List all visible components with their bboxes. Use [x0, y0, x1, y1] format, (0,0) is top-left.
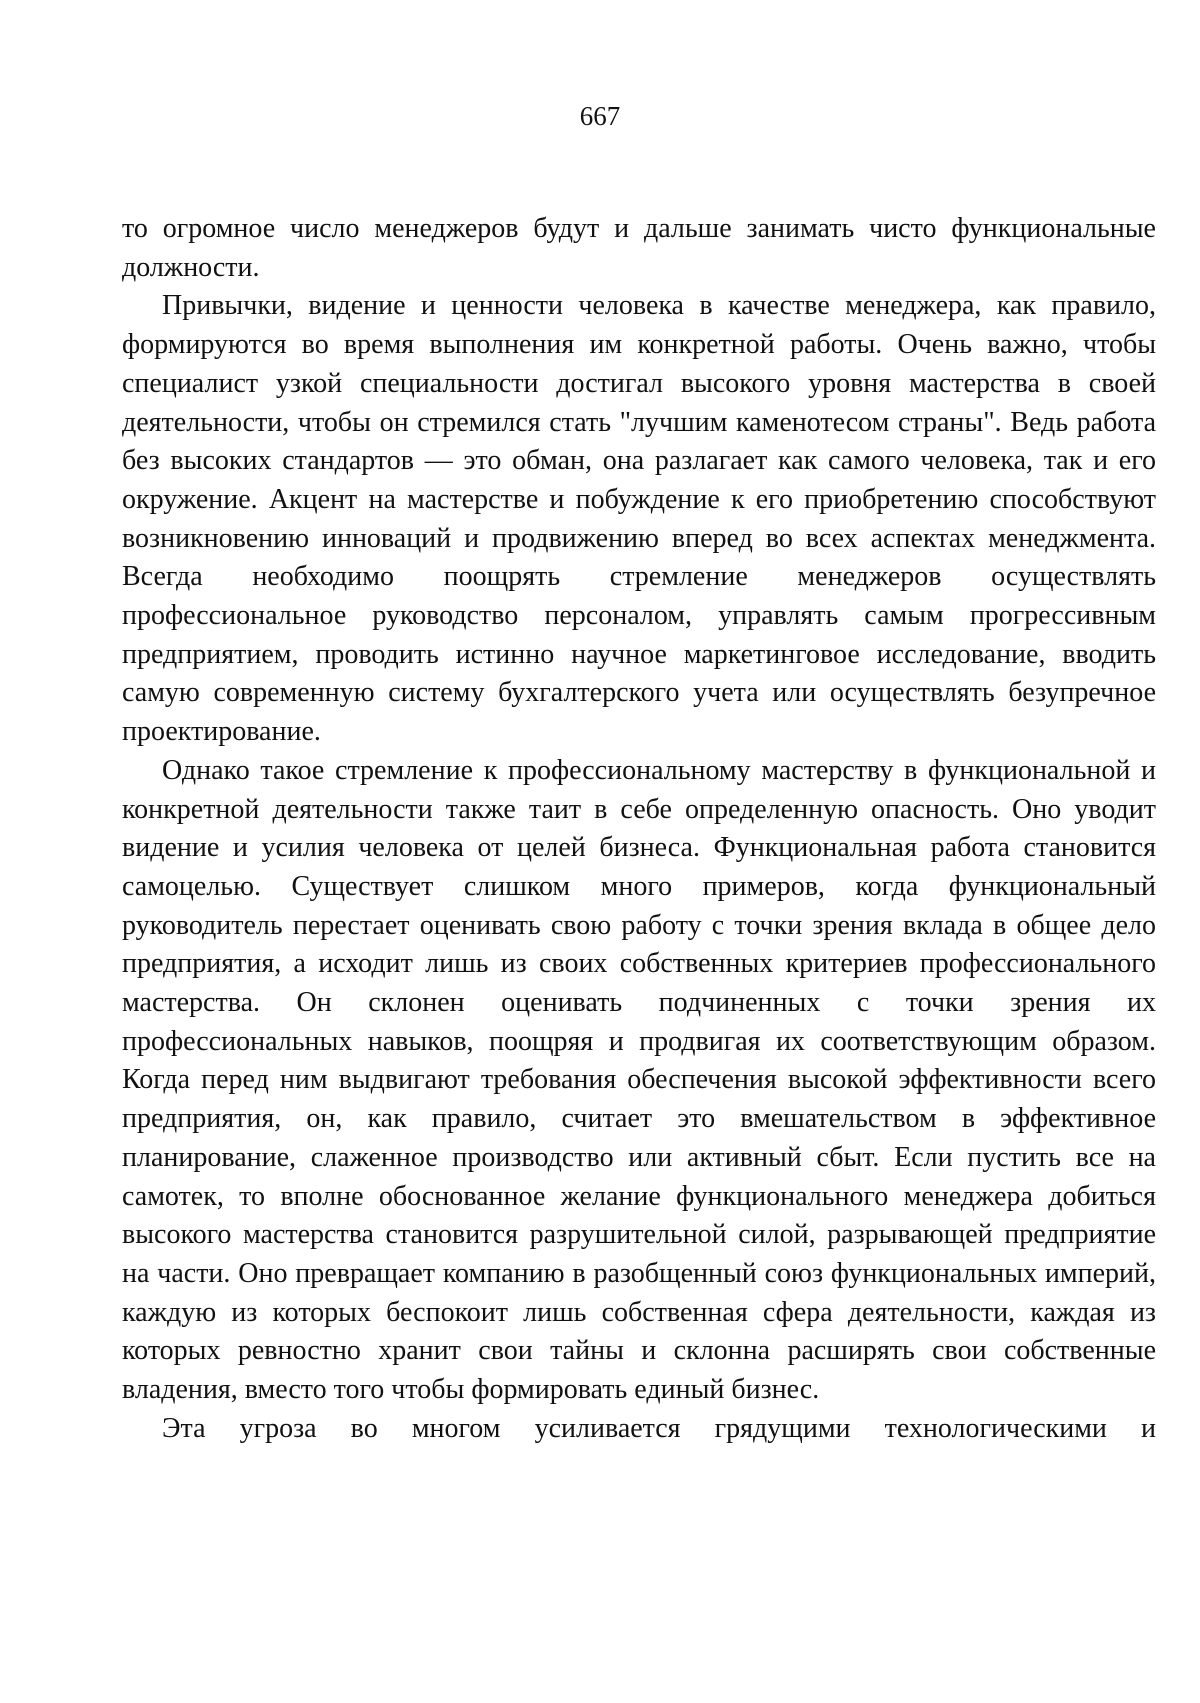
body-text — [122, 210, 1156, 1449]
page-number: 667 — [579, 101, 621, 131]
paragraph-habits-and-mastery: Привычки, видение и ценности человека в качестве менеджера, как правило, формируются во время выполнения им конкретной работы. Очень важно, чтобы специалист узкой специальности достигал высокого уровня мастерства в своей деятельности, чтобы он стремился стать "лучшим каменотесом страны". Ведь работа без высоких стандартов — это обман, она разлагает как самого человека, так и его окружение. Акцент на мастерстве и побуждение к его приобретению способствуют возникновению инноваций и продвижению вперед во всех аспектах менеджмента. Всегда необходимо поощрять стремление менеджеров осуществлять профессиональное руководство персоналом, управлять самым прогрессивным предприятием, проводить истинно научное маркетинговое исследование, вводить самую современную систему бухгалтерского учета или осуществлять безупречное проектирование. — [122, 290, 1156, 748]
paragraph-functional-danger: Однако такое стремление к профессиональному мастерству в функциональной и конкретной деятельности также таит в себе определенную опасность. Оно уводит видение и усилия человека от целей бизнеса. Функциональная работа становится самоцелью. Существует слишком много примеров, когда функциональный руководитель перестает оценивать свою работу с точки зрения вклада в общее дело предприятия, а исходит лишь из своих собственных критериев профессионального мастерства. Он склонен оценивать подчиненных с точки зрения их профессиональных навыков, поощряя и продвигая их соответствующим образом. Когда перед ним выдвигают требования обеспечения высокой эффективности всего предприятия, он, как правило, считает это вмешательством в эффективное планирование, слаженное производство или активный сбыт. Если пустить все на самотек, то вполне обоснованное желание функционального менеджера добиться высокого мастерства становится разрушительной силой, разрывающей предприятие на части. Оно превращает компанию в разобщенный союз функциональных империй, каждую из которых беспокоит лишь собственная сфера деятельности, каждая из которых ревностно хранит свои тайны и склонна расширять свои собственные владения, вместо того чтобы формировать единый бизнес. — [122, 754, 1156, 1406]
paragraph-continued: то огромное число менеджеров будут и дальше занимать чисто функциональные должности. — [122, 213, 1156, 283]
paragraph-threat: Эта угроза во многом усиливается грядущими технологическими и — [162, 1412, 1156, 1444]
